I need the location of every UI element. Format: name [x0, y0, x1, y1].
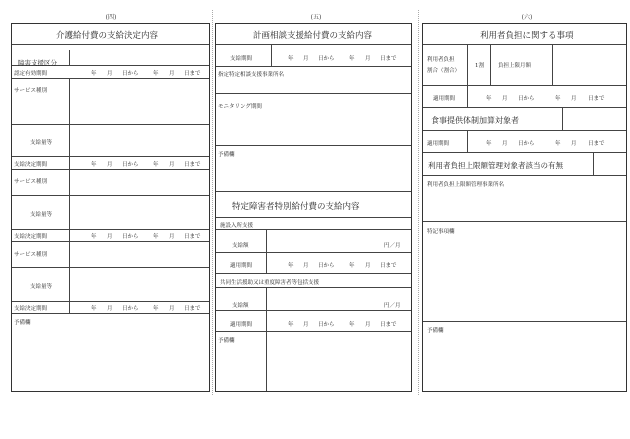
p5-tekiyo-label-2: 適用期間 — [230, 322, 253, 328]
fold-line-2 — [418, 10, 419, 395]
p4-kubun-label: 障害支援区分 — [18, 59, 57, 67]
p6-kanri-taisho-label: 利用者負担上限額管理対象者該当の有無 — [428, 161, 563, 170]
p5-shikyugaku-label: 支給額 — [232, 243, 249, 249]
p6-yobi-label: 予備欄 — [427, 328, 444, 334]
column-label-5: (五) — [310, 14, 322, 21]
p4-kikan-label-3: 支給決定期間 — [14, 306, 48, 312]
p4-shikyuryo-label-3: 支給量等 — [30, 284, 53, 290]
p5-title-2: 特定障害者特別給付費の支給内容 — [232, 202, 360, 212]
panel-kaigo-kyufu: 介護給付費の支給決定内容 障害支援区分 認定有効期間 サービス種別 支給量等 支給決定期間 サービス種別 支給量等 支給決定期間 サービス種別 支給量等 支給決定期間 予備欄 年 月 日から 年 月 日まで 年 月 日から 年 月 日まで 年 月 日から 年 月 日まで 年 月 日から 年 月 日まで — [11, 23, 210, 392]
p6-shokuji-label: 食事提供体制加算対象者 — [431, 116, 519, 125]
p4-shikyuryo-label-1: 支給量等 — [30, 140, 53, 146]
p5-yen-label: 円／月 — [384, 243, 401, 249]
p4-shikyuryo-label-2: 支給量等 — [30, 212, 53, 218]
p4-service-label-2: サービス種別 — [14, 179, 48, 185]
p6-tekiyo-label: 適用期間 — [433, 96, 456, 102]
column-label-4: (四) — [105, 14, 117, 21]
p5-yen-label-2: 円／月 — [384, 303, 401, 309]
p5-kyodo-label: 共同生活援助又は重度障害者等包括支援 — [220, 280, 320, 286]
p4-title-row — [12, 24, 209, 45]
p5-jigyosho-label: 指定特定相談支援事業所名 — [218, 72, 285, 78]
p6-tekiyo-label-2: 適用期間 — [427, 141, 450, 147]
p4-kikan-label-1: 支給決定期間 — [14, 162, 48, 168]
p4-yobi-label: 予備欄 — [14, 320, 31, 326]
p5-yobi-label: 予備欄 — [218, 152, 235, 158]
p5-monitoring-label: モニタリング期間 — [218, 104, 262, 110]
p4-service-label-1: サービス種別 — [14, 88, 48, 94]
panel-keikaku-sodan: 計画相談支援給付費の支給内容 支給期間 年 月 日から 年 月 日まで 指定特定相談支援事業所名 モニタリング期間 予備欄 特定障害者特別給付費の支給内容 施設入所支援 支給額 円／月 適用期間 年 月 日から 年 月 日まで 共同生活援助又は重度障害者等包括支援 支給額 円／月 適用期間 年 月 日から 年 月 日まで 予備欄 — [215, 23, 412, 392]
p5-tekiyo-label: 適用期間 — [230, 263, 253, 269]
p5-yobi-label-2: 予備欄 — [218, 338, 235, 344]
p6-wari-value: 1割 — [475, 63, 484, 69]
p6-jogen-label: 負担上限月額 — [498, 63, 532, 69]
p6-title: 利用者負担に関する事項 — [480, 31, 574, 41]
p5-shikyugaku-label-2: 支給額 — [232, 303, 249, 309]
panel-riyosha-futan: 利用者負担に関する事項 利用者負担 割合（割合） 1割 負担上限月額 適用期間 年 月 日から 年 月 日まで 食事提供体制加算対象者 適用期間 年 月 日から 年 月 日まで 利用者負担上限額管理対象者該当の有無 利用者負担上限額管理事業所名 特記事項欄 予備欄 — [422, 23, 627, 392]
p6-futan-label-1: 利用者負担 — [427, 57, 455, 63]
p4-title: 介護給付費の支給決定内容 — [56, 31, 159, 41]
p4-kikan-label-2: 支給決定期間 — [14, 234, 48, 240]
p6-kanri-jigyosho-label: 利用者負担上限額管理事業所名 — [427, 182, 505, 188]
p4-nintei-label: 認定有効期間 — [14, 71, 48, 77]
p4-service-label-3: サービス種別 — [14, 252, 48, 258]
fold-line-1 — [212, 10, 213, 395]
p6-tokki-label: 特記事項欄 — [427, 229, 455, 235]
p6-futan-label-2: 割合（割合） — [427, 68, 461, 74]
p5-nyusho-label: 施設入所支援 — [220, 223, 254, 229]
column-label-6: (六) — [521, 14, 533, 21]
p5-title: 計画相談支援給付費の支給内容 — [253, 31, 373, 41]
p5-kikan-label: 支給期間 — [230, 56, 253, 62]
